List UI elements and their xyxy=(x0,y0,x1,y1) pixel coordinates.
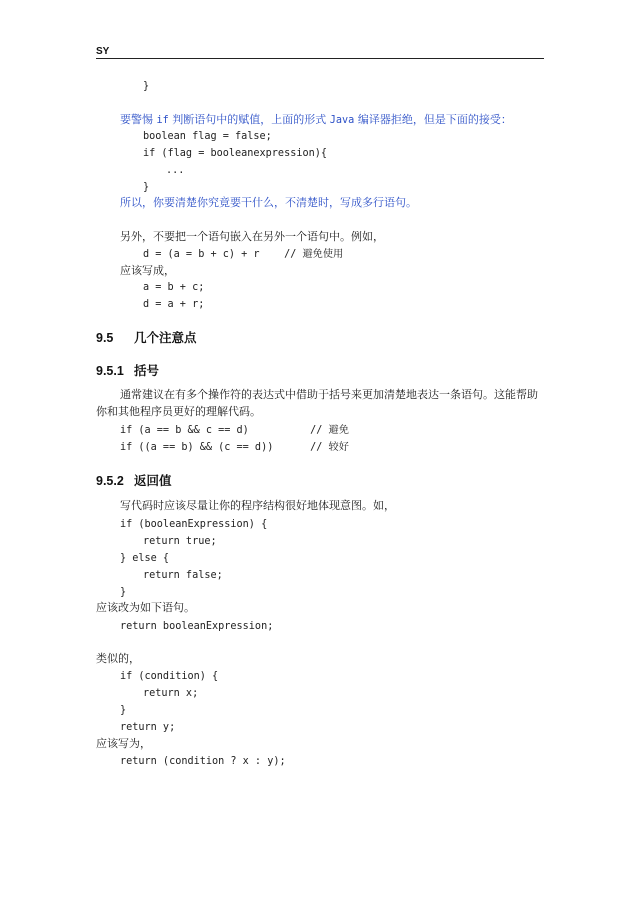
section-number: 9.5 xyxy=(96,331,114,345)
code-line: } else { xyxy=(120,553,170,564)
code-line: if (a == b && c == d) // 避免 xyxy=(120,425,349,436)
section-number: 9.5.1 xyxy=(96,364,124,378)
warning-note-suffix: 编译器拒绝，但是下面的接受： xyxy=(354,113,512,126)
code-line: } xyxy=(120,587,127,598)
code-line: if (condition) { xyxy=(120,671,219,682)
warning-note-middle: 判断语句中的赋值，上面的形式 xyxy=(168,113,330,126)
paragraph-line: 写代码时应该尽量让你的程序结构很好地体现意图。如， xyxy=(120,499,395,512)
section-heading-9-5-1 xyxy=(96,361,159,379)
header-divider xyxy=(96,58,544,59)
section-heading-9-5 xyxy=(96,328,197,346)
code-line: return y; xyxy=(120,722,176,733)
code-line: return false; xyxy=(143,570,223,581)
section-number: 9.5.2 xyxy=(96,474,124,488)
section-title: 返回值 xyxy=(134,474,172,488)
code-line: if (flag = booleanexpression){ xyxy=(143,148,328,159)
section-title: 几个注意点 xyxy=(134,331,197,345)
code-line: if (booleanExpression) { xyxy=(120,519,268,530)
advice-note: 所以，你要清楚你究竟要干什么，不清楚时，写成多行语句。 xyxy=(120,196,417,209)
paragraph-line: 应该写为， xyxy=(96,737,151,750)
warning-note xyxy=(120,113,512,127)
code-line: d = (a = b + c) + r // 避免使用 xyxy=(143,249,344,260)
code-line: boolean flag = false; xyxy=(143,131,272,142)
code-line: ... xyxy=(166,165,185,176)
code-line: return true; xyxy=(143,536,217,547)
warning-note-java-keyword: Java xyxy=(329,115,355,126)
code-line: a = b + c; xyxy=(143,282,205,293)
section-title: 括号 xyxy=(134,364,160,378)
warning-note-prefix: 要警惕 xyxy=(120,113,157,126)
code-line: d = a + r; xyxy=(143,299,205,310)
section-heading-9-5-2 xyxy=(96,471,172,489)
paragraph-line: 你和其他程序员更好的理解代码。 xyxy=(96,405,261,418)
code-line: return x; xyxy=(143,688,199,699)
paragraph-line: 应该改为如下语句。 xyxy=(96,601,195,614)
code-line: } xyxy=(143,182,150,193)
code-closing-brace: } xyxy=(143,81,150,92)
paragraph-line: 通常建议在有多个操作符的表达式中借助于括号来更加清楚地表达一条语句。这能帮助 xyxy=(120,388,538,401)
code-line: return (condition ? x : y); xyxy=(120,756,286,767)
page-header-label: SY xyxy=(96,46,110,57)
nest-should-text: 应该写成， xyxy=(120,264,175,277)
paragraph-line: 类似的， xyxy=(96,652,140,665)
code-line: } xyxy=(120,705,127,716)
code-line: return booleanExpression; xyxy=(120,621,274,632)
nest-intro-text: 另外，不要把一个语句嵌入在另外一个语句中。例如， xyxy=(120,230,384,243)
warning-note-if-keyword: if xyxy=(156,115,169,126)
code-line: if ((a == b) && (c == d)) // 较好 xyxy=(120,442,349,453)
